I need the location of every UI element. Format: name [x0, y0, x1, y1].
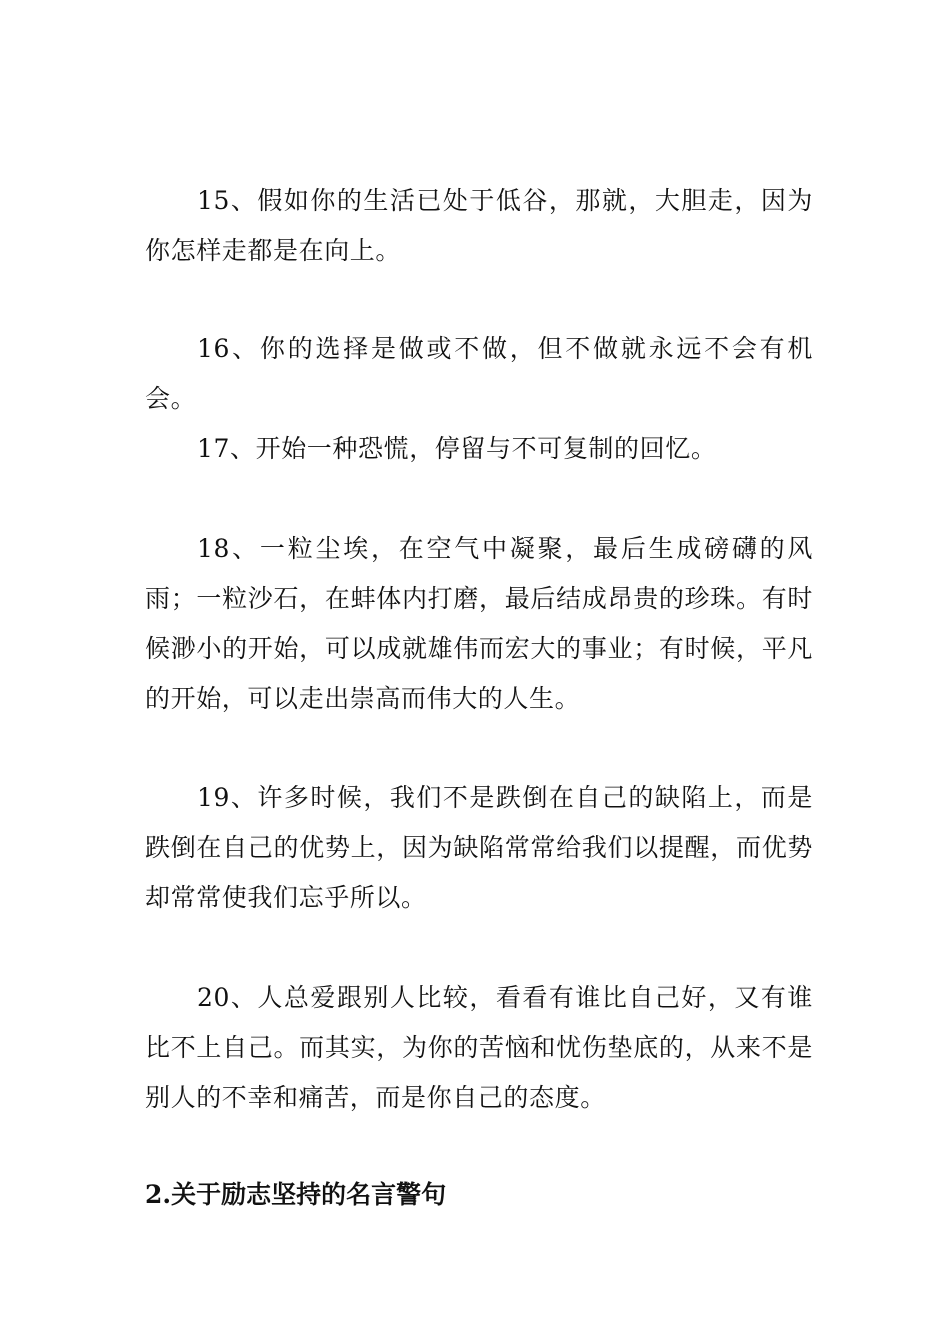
quote-paragraph-18: 18、一粒尘埃，在空气中凝聚，最后生成磅礴的风雨；一粒沙石，在蚌体内打磨，最后结成昂贵的珍珠。有时候渺小的开始，可以成就雄伟而宏大的事业；有时候，平凡的开始，可以走出崇高而伟大的人生。	[145, 534, 813, 713]
quote-paragraph-20: 20、人总爱跟别人比较，看看有谁比自己好，又有谁比不上自己。而其实，为你的苦恼和忧伤垫底的，从来不是别人的不幸和痛苦，而是你自己的态度。	[145, 983, 813, 1112]
section-heading: 2.关于励志坚持的名言警句	[145, 1180, 447, 1209]
quote-paragraph-17: 17、开始一种恐慌，停留与不可复制的回忆。	[197, 434, 717, 463]
quote-paragraph-19: 19、许多时候，我们不是跌倒在自己的缺陷上，而是跌倒在自己的优势上，因为缺陷常常给我们以提醒，而优势却常常使我们忘乎所以。	[145, 783, 813, 912]
quote-paragraph-15: 15、假如你的生活已处于低谷，那就，大胆走，因为你怎样走都是在向上。	[145, 186, 813, 265]
quote-paragraph-16: 16、你的选择是做或不做，但不做就永远不会有机会。	[145, 334, 813, 413]
